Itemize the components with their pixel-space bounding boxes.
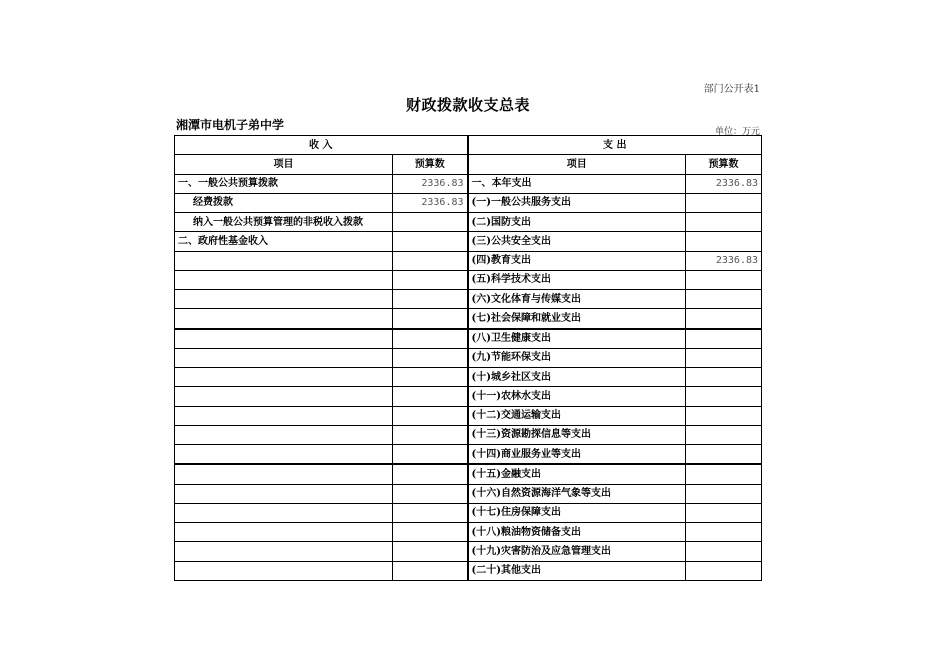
page-title: 财政拨款收支总表 — [405, 96, 530, 114]
expense-budget-cell — [686, 193, 762, 212]
expense-item-cell: (三)公共安全支出 — [468, 232, 686, 251]
expense-budget-cell — [686, 290, 762, 309]
expense-budget-cell — [686, 523, 762, 542]
income-item-cell — [175, 503, 393, 522]
table-row — [175, 193, 762, 212]
income-budget-cell — [393, 445, 468, 465]
expense-item-cell: (十五)金融支出 — [468, 464, 686, 484]
table-row — [175, 406, 762, 425]
income-budget-cell — [393, 503, 468, 522]
expense-item-cell: (七)社会保障和就业支出 — [468, 309, 686, 329]
expense-item-cell: (六)文化体育与传媒支出 — [468, 290, 686, 309]
expense-budget-cell — [686, 406, 762, 425]
expense-budget-cell — [686, 232, 762, 251]
expense-item-cell: (十二)交通运输支出 — [468, 406, 686, 425]
table-row — [175, 348, 762, 367]
income-item-cell — [175, 464, 393, 484]
income-item-cell — [175, 387, 393, 406]
table-code: 部门公开表1 — [703, 84, 760, 95]
income-budget-cell: 2336.83 — [393, 193, 468, 212]
expense-budget-cell — [686, 270, 762, 289]
expense-item-cell: (十一)农林水支出 — [468, 387, 686, 406]
expense-item-cell: (十四)商业服务业等支出 — [468, 445, 686, 465]
income-item-cell — [175, 484, 393, 503]
budget-table — [174, 135, 762, 581]
expense-item-header: 项目 — [468, 155, 686, 174]
income-item-cell — [175, 251, 393, 270]
table-row — [175, 174, 762, 193]
expense-budget-cell — [686, 464, 762, 484]
table-row — [175, 561, 762, 580]
table-row — [175, 270, 762, 289]
expense-item-cell: (一)一般公共服务支出 — [468, 193, 686, 212]
income-budget-cell — [393, 368, 468, 387]
table-row — [175, 484, 762, 503]
expense-item-cell: (四)教育支出 — [468, 251, 686, 270]
income-budget-cell — [393, 251, 468, 270]
income-budget-cell: 2336.83 — [393, 174, 468, 193]
income-item-cell: 纳入一般公共预算管理的非税收入拨款 — [175, 213, 393, 232]
table-row — [175, 445, 762, 465]
income-item-cell — [175, 406, 393, 425]
expense-budget-cell — [686, 484, 762, 503]
table-row — [175, 503, 762, 522]
expense-item-cell: (九)节能环保支出 — [468, 348, 686, 367]
income-budget-cell — [393, 270, 468, 289]
income-budget-cell — [393, 464, 468, 484]
income-item-cell — [175, 542, 393, 561]
income-item-cell — [175, 348, 393, 367]
income-item-cell: 经费拨款 — [175, 193, 393, 212]
table-row — [175, 464, 762, 484]
income-item-cell — [175, 445, 393, 465]
income-item-cell — [175, 368, 393, 387]
income-item-header: 项目 — [175, 155, 393, 174]
expense-item-cell: (十九)灾害防治及应急管理支出 — [468, 542, 686, 561]
expense-header: 支 出 — [468, 136, 762, 155]
income-header: 收 入 — [175, 136, 468, 155]
expense-budget-cell — [686, 445, 762, 465]
expense-budget-cell — [686, 425, 762, 444]
expense-item-cell: (十六)自然资源海洋气象等支出 — [468, 484, 686, 503]
expense-item-cell: (五)科学技术支出 — [468, 270, 686, 289]
income-budget-cell — [393, 309, 468, 329]
expense-budget-cell — [686, 542, 762, 561]
income-budget-header: 预算数 — [393, 155, 468, 174]
expense-budget-cell: 2336.83 — [686, 251, 762, 270]
income-budget-cell — [393, 406, 468, 425]
income-budget-cell — [393, 387, 468, 406]
table-row — [175, 368, 762, 387]
expense-item-cell: (十七)住房保障支出 — [468, 503, 686, 522]
table-row — [175, 329, 762, 349]
table-row — [175, 542, 762, 561]
expense-budget-cell — [686, 309, 762, 329]
income-item-cell — [175, 329, 393, 349]
expense-item-cell: (十)城乡社区支出 — [468, 368, 686, 387]
income-budget-cell — [393, 542, 468, 561]
table-row — [175, 425, 762, 444]
income-item-cell — [175, 523, 393, 542]
table-row — [175, 387, 762, 406]
table-row — [175, 523, 762, 542]
expense-budget-cell — [686, 561, 762, 580]
table-row — [175, 309, 762, 329]
income-item-cell: 一、一般公共预算拨款 — [175, 174, 393, 193]
expense-budget-cell: 2336.83 — [686, 174, 762, 193]
expense-item-cell: 一、本年支出 — [468, 174, 686, 193]
income-item-cell — [175, 290, 393, 309]
income-budget-cell — [393, 213, 468, 232]
table-row — [175, 213, 762, 232]
expense-budget-header: 预算数 — [686, 155, 762, 174]
expense-budget-cell — [686, 387, 762, 406]
income-budget-cell — [393, 232, 468, 251]
expense-item-cell: (十三)资源勘探信息等支出 — [468, 425, 686, 444]
income-item-cell — [175, 561, 393, 580]
expense-item-cell: (十八)粮油物资储备支出 — [468, 523, 686, 542]
income-item-cell — [175, 309, 393, 329]
income-budget-cell — [393, 484, 468, 503]
expense-budget-cell — [686, 503, 762, 522]
income-item-cell — [175, 425, 393, 444]
table-row — [175, 290, 762, 309]
income-item-cell: 二、政府性基金收入 — [175, 232, 393, 251]
income-budget-cell — [393, 523, 468, 542]
income-budget-cell — [393, 425, 468, 444]
income-budget-cell — [393, 561, 468, 580]
expense-budget-cell — [686, 368, 762, 387]
expense-item-cell: (二十)其他支出 — [468, 561, 686, 580]
expense-budget-cell — [686, 348, 762, 367]
organization-name: 湘潭市电机子弟中学 — [176, 118, 285, 132]
expense-item-cell: (二)国防支出 — [468, 213, 686, 232]
income-budget-cell — [393, 329, 468, 349]
income-budget-cell — [393, 290, 468, 309]
expense-budget-cell — [686, 329, 762, 349]
table-row — [175, 232, 762, 251]
income-budget-cell — [393, 348, 468, 367]
table-row — [175, 251, 762, 270]
expense-budget-cell — [686, 213, 762, 232]
income-item-cell — [175, 270, 393, 289]
expense-item-cell: (八)卫生健康支出 — [468, 329, 686, 349]
unit-label: 单位：万元 — [714, 127, 760, 137]
